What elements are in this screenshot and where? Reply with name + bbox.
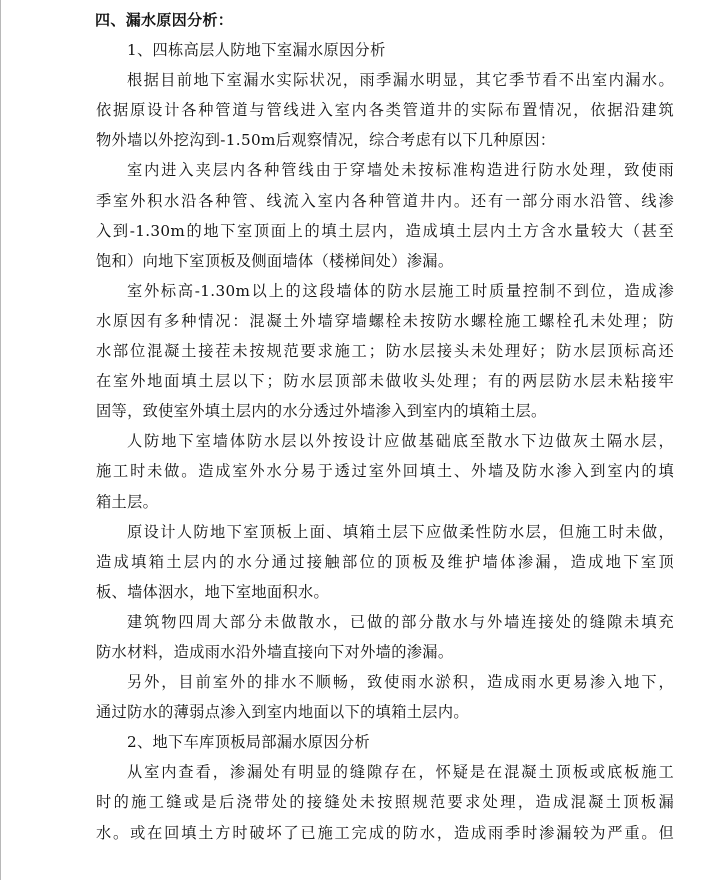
- section-heading: 四、漏水原因分析：: [95, 11, 234, 29]
- text-line: 建筑物四周大部分未做散水，已做的部分散水与外墙连接处的缝隙未填充: [127, 612, 674, 631]
- paragraph-lines: [96, 35, 674, 848]
- text-line: 防水材料，造成雨水沿外墙直接向下对外墙的渗漏。: [96, 642, 454, 661]
- text-line: 另外，目前室外的排水不顺畅，致使雨水淤积，造成雨水更易渗入地下，: [127, 673, 674, 692]
- text-line: 施工时未做。造成室外水分易于透过室外回填土、外墙及防水渗入到室内的填: [96, 462, 674, 481]
- text-line: 板、墙体洇水，地下室地面积水。: [96, 582, 330, 601]
- text-line: 通过防水的薄弱点渗入到室内地面以下的填箱土层内。: [96, 703, 469, 722]
- text-line: 从室内查看，渗漏处有明显的缝隙存在，怀疑是在混凝土顶板或底板施工: [127, 763, 674, 782]
- text-line: 水。或在回填土方时破坏了已施工完成的防水，造成雨季时渗漏较为严重。但: [96, 823, 674, 842]
- text-line: 1、四栋高层人防地下室漏水原因分析: [127, 41, 386, 60]
- text-line: 2、地下车库顶板局部漏水原因分析: [127, 733, 371, 752]
- text-line: 室外标高-1.30m以上的这段墙体的防水层施工时质量控制不到位，造成渗: [127, 281, 674, 300]
- text-line: 室内进入夹层内各种管线由于穿墙处未按标准构造进行防水处理，致使雨: [127, 161, 674, 180]
- text-line: 时的施工缝或是后浇带处的接缝处未按照规范要求处理，造成混凝土顶板漏: [96, 793, 674, 812]
- text-line: 物外墙以外挖沟到-1.50m后观察情况，综合考虑有以下几种原因：: [96, 131, 556, 150]
- text-line: 水原因有多种情况：混凝土外墙穿墙螺栓未按防水螺栓施工螺栓孔未处理；防: [96, 311, 674, 330]
- page-left-border: [0, 0, 1, 880]
- text-line: 饱和）向地下室顶板及侧面墙体（楼梯间处）渗漏。: [96, 251, 454, 270]
- text-line: 根据目前地下室漏水实际状况，雨季漏水明显，其它季节看不出室内漏水。: [127, 71, 674, 90]
- text-line: 箱土层。: [96, 492, 159, 511]
- text-line: 造成填箱土层内的水分通过接触部位的顶板及维护墙体渗漏，造成地下室顶: [96, 552, 674, 571]
- text-line: 在室外地面填土层以下；防水层顶部未做收头处理；有的两层防水层未粘接牢: [96, 372, 674, 391]
- text-line: 固等，致使室外填土层内的水分透过外墙渗入到室内的填箱土层。: [96, 402, 547, 421]
- text-line: 人防地下室墙体防水层以外按设计应做基础底至散水下边做灰土隔水层，: [127, 432, 674, 451]
- text-line: 水部位混凝土接茬未按规范要求施工；防水层接头未处理好；防水层顶标高还: [96, 342, 674, 361]
- text-line: 入到-1.30m的地下室顶面上的填土层内，造成填土层内土方含水量较大（甚至: [96, 221, 674, 240]
- text-line: 依据原设计各种管道与管线进入室内各类管道井的实际布置情况，依据沿建筑: [96, 101, 674, 120]
- text-line: 季室外积水沿各种管、线流入室内各种管道井内。还有一部分雨水沿管、线渗: [96, 191, 674, 210]
- text-line: 原设计人防地下室顶板上面、填箱土层下应做柔性防水层，但施工时未做，: [127, 522, 674, 541]
- document-body: [96, 5, 674, 848]
